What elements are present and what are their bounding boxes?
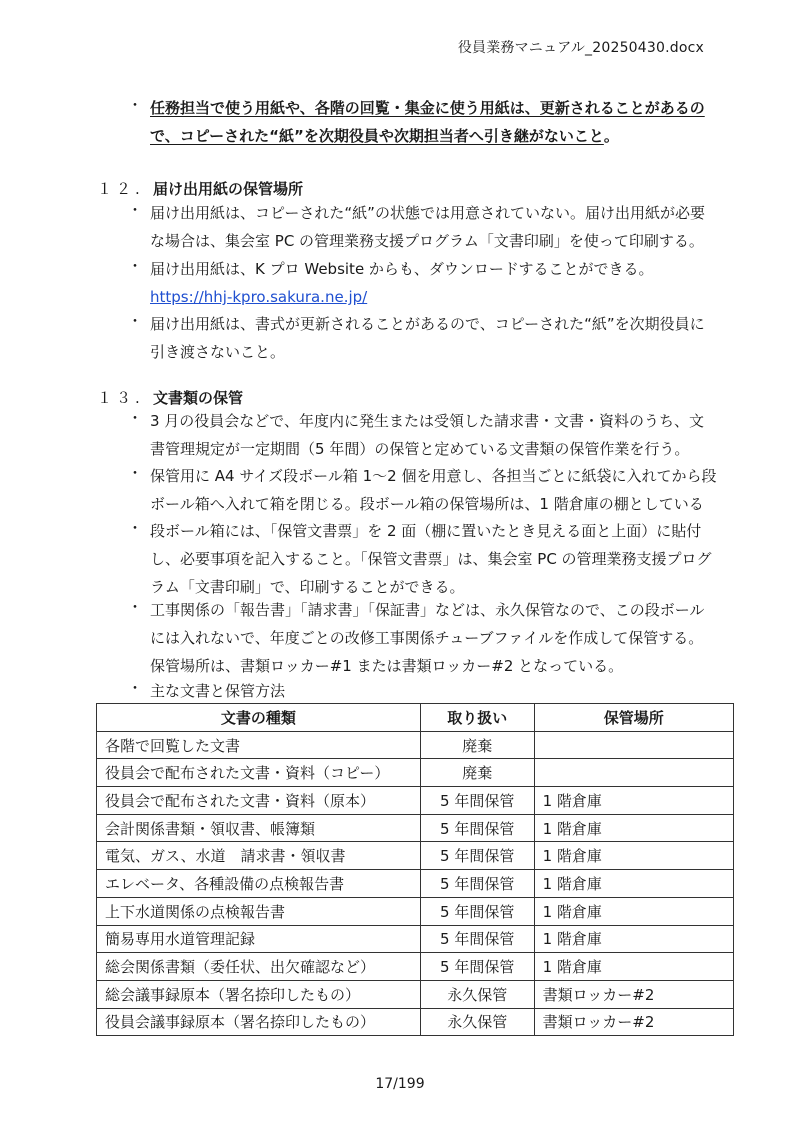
top-note-line-2: で、コピーされた“紙”を次期役員や次期担当者へ引き継がないこと [150, 127, 604, 145]
kpro-website-link[interactable]: https://hhj-kpro.sakura.ne.jp/ [150, 288, 368, 306]
top-note-line-1: 任務担当で使う用紙や、各階の回覧・集金に使う用紙は、更新されることがあるの [150, 99, 705, 117]
cell-handling: 5 年間保管 [420, 787, 534, 815]
section-13-number: １３. [97, 389, 144, 407]
section-12-number: １２. [97, 180, 144, 198]
list-item-line: し、必要事項を記入すること。「保管文書票」は、集会室 PC の管理業務支援プログ [150, 550, 712, 568]
cell-storage-location: 書類ロッカー#2 [534, 1008, 733, 1036]
cell-handling: 廃棄 [420, 759, 534, 787]
list-item-line: 3 月の役員会などで、年度内に発生または受領した請求書・文書・資料のうち、文 [150, 412, 705, 430]
table-header-row [97, 704, 734, 732]
table-row [97, 814, 734, 842]
section-13-title: 文書類の保管 [153, 389, 244, 407]
cell-storage-location: 1 階倉庫 [534, 925, 733, 953]
table-row [97, 759, 734, 787]
list-item-line: 保管場所は、書類ロッカー#1 または書類ロッカー#2 となっている。 [150, 657, 624, 675]
cell-storage-location [534, 759, 733, 787]
list-item-line: 主な文書と保管方法 [150, 682, 286, 700]
cell-storage-location: 1 階倉庫 [534, 870, 733, 898]
section-12-heading [97, 178, 303, 199]
cell-document-type: 総会議事録原本（署名捺印したもの） [97, 980, 421, 1008]
list-item-line: 工事関係の「報告書」「請求書」「保証書」などは、永久保管なので、この段ボール [150, 601, 705, 619]
cell-document-type: 総会関係書類（委任状、出欠確認など） [97, 953, 421, 981]
cell-storage-location: 1 階倉庫 [534, 953, 733, 981]
cell-handling: 5 年間保管 [420, 842, 534, 870]
table-row [97, 925, 734, 953]
list-item-line: 届け出用紙は、書式が更新されることがあるので、コピーされた“紙”を次期役員に [150, 315, 705, 333]
table-row [97, 897, 734, 925]
list-item-line: には入れないで、年度ごとの改修工事関係チューブファイルを作成して保管する。 [150, 629, 704, 647]
table-row [97, 980, 734, 1008]
cell-storage-location: 書類ロッカー#2 [534, 980, 733, 1008]
bullet-dot: ・ [127, 257, 143, 275]
table-row [97, 1008, 734, 1036]
cell-handling: 廃棄 [420, 731, 534, 759]
list-item-line: 保管用に A4 サイズ段ボール箱 1～2 個を用意し、各担当ごとに紙袋に入れてから段 [150, 467, 717, 485]
cell-document-type: 役員会で配布された文書・資料（原本） [97, 787, 421, 815]
table-row [97, 842, 734, 870]
column-header-document-type: 文書の種類 [97, 704, 421, 732]
cell-handling: 5 年間保管 [420, 953, 534, 981]
list-item-line: ボール箱へ入れて箱を閉じる。段ボール箱の保管場所は、1 階倉庫の棚としている [150, 495, 704, 513]
top-note-period: 。 [603, 127, 619, 145]
cell-document-type: 役員会議事録原本（署名捺印したもの） [97, 1008, 421, 1036]
list-item-line: 届け出用紙は、K プロ Website からも、ダウンロードすることができる。 [150, 260, 654, 278]
cell-storage-location: 1 階倉庫 [534, 787, 733, 815]
page-number: 17/199 [375, 1076, 425, 1092]
table-row [97, 953, 734, 981]
cell-handling: 5 年間保管 [420, 897, 534, 925]
table-row [97, 870, 734, 898]
bullet-dot: ・ [127, 201, 143, 219]
table-row [97, 731, 734, 759]
bullet-dot: ・ [127, 519, 143, 537]
document-storage-table [96, 703, 734, 1036]
list-item-line: ラム「文書印刷」で、印刷することができる。 [150, 578, 465, 596]
list-item-line: 段ボール箱には、「保管文書票」を 2 面（棚に置いたとき見える面と上面）に貼付 [150, 522, 702, 540]
cell-storage-location: 1 階倉庫 [534, 842, 733, 870]
document-filename: 役員業務マニュアル_20250430.docx [457, 40, 704, 56]
bullet-dot: ・ [127, 464, 143, 482]
cell-document-type: エレベータ、各種設備の点検報告書 [97, 870, 421, 898]
cell-handling: 5 年間保管 [420, 870, 534, 898]
cell-handling: 5 年間保管 [420, 814, 534, 842]
cell-document-type: 電気、ガス、水道 請求書・領収書 [97, 842, 421, 870]
column-header-storage-location: 保管場所 [534, 704, 733, 732]
column-header-handling: 取り扱い [420, 704, 534, 732]
bullet-dot: ・ [127, 409, 143, 427]
list-item-line: な場合は、集会室 PC の管理業務支援プログラム「文書印刷」を使って印刷する。 [150, 232, 704, 250]
list-item-line: 書管理規定が一定期間（5 年間）の保管と定めている文書類の保管作業を行う。 [150, 440, 690, 458]
cell-document-type: 役員会で配布された文書・資料（コピー） [97, 759, 421, 787]
cell-storage-location [534, 731, 733, 759]
cell-handling: 永久保管 [420, 1008, 534, 1036]
section-13-heading [97, 387, 243, 408]
cell-storage-location: 1 階倉庫 [534, 897, 733, 925]
bullet-dot: ・ [127, 96, 143, 114]
cell-handling: 永久保管 [420, 980, 534, 1008]
section-12-title: 届け出用紙の保管場所 [153, 180, 304, 198]
cell-document-type: 上下水道関係の点検報告書 [97, 897, 421, 925]
cell-document-type: 会計関係書類・領収書、帳簿類 [97, 814, 421, 842]
bullet-dot: ・ [127, 598, 143, 616]
cell-handling: 5 年間保管 [420, 925, 534, 953]
bullet-dot: ・ [127, 312, 143, 330]
cell-document-type: 簡易専用水道管理記録 [97, 925, 421, 953]
cell-storage-location: 1 階倉庫 [534, 814, 733, 842]
cell-document-type: 各階で回覧した文書 [97, 731, 421, 759]
list-item-line: 引き渡さないこと。 [150, 343, 286, 361]
list-item-line: 届け出用紙は、コピーされた“紙”の状態では用意されていない。届け出用紙が必要 [150, 204, 705, 222]
bullet-dot: ・ [127, 679, 143, 697]
table-row [97, 787, 734, 815]
